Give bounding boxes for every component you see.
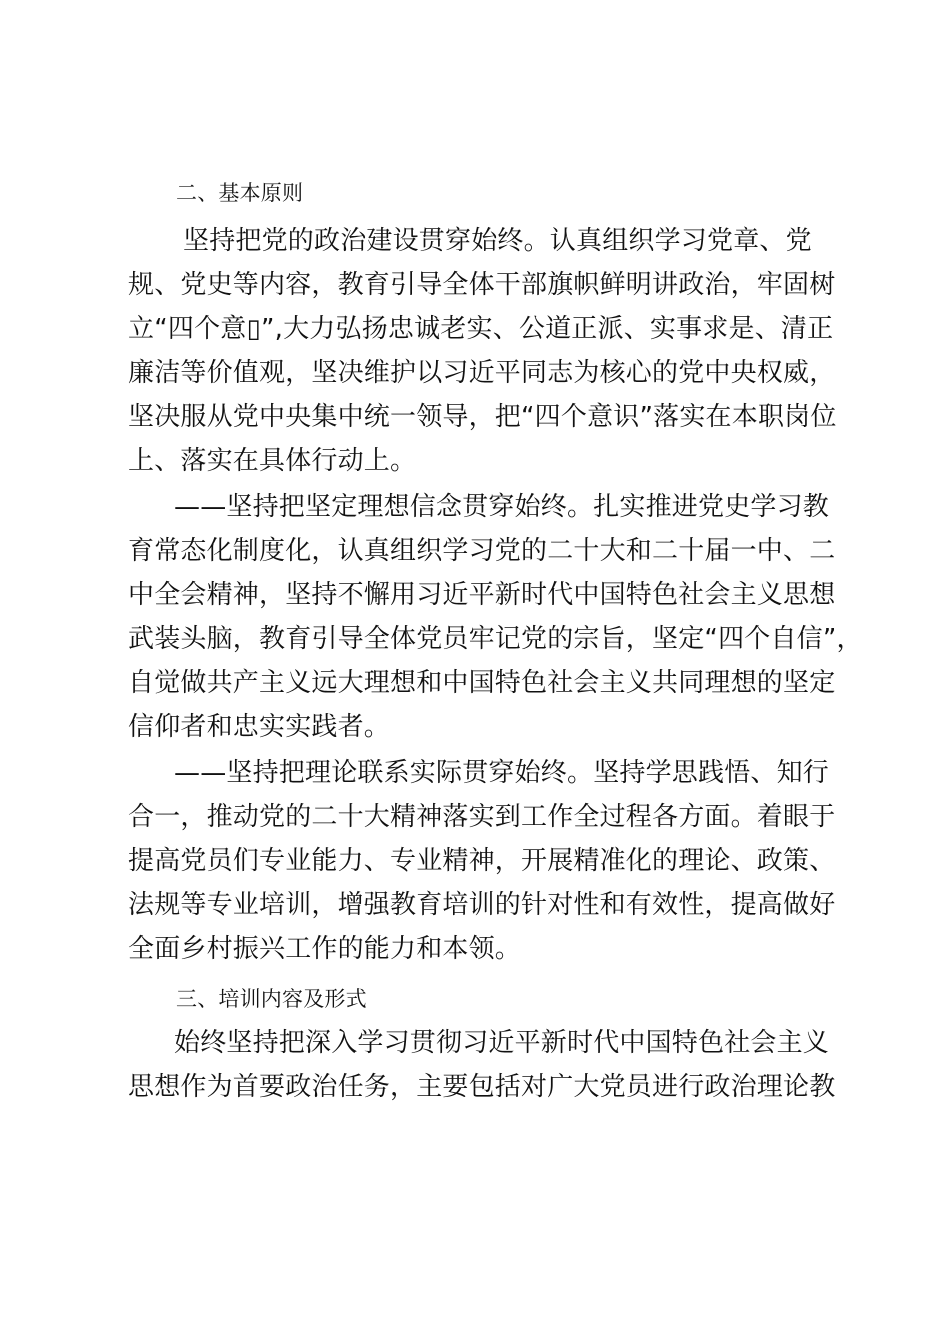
paragraph-line: 思想作为首要政治任务，主要包括对广大党员进行政治理论教	[128, 1072, 836, 1102]
paragraph-line: 武装头脑，教育引导全体党员牢记党的宗旨，坚定“四个自信”，	[128, 624, 863, 654]
paragraph-line: 上、落实在具体行动上。	[128, 446, 417, 476]
paragraph-line: 中全会精神，坚持不懈用习近平新时代中国特色社会主义思想	[128, 580, 836, 610]
paragraph-line: 全面乡村振兴工作的能力和本领。	[128, 934, 522, 964]
section-heading-basic-principles: 二、基本原则	[176, 181, 304, 205]
paragraph-line: 法规等专业培训，增强教育培训的针对性和有效性，提高做好	[128, 890, 836, 920]
section-heading-training-content: 三、培训内容及形式	[176, 987, 367, 1011]
paragraph-line: ——坚持把坚定理想信念贯穿始终。扎实推进党史学习教	[174, 492, 830, 522]
paragraph-line: 坚持把党的政治建设贯穿始终。认真组织学习党章、党	[183, 226, 812, 256]
paragraph-line: 育常态化制度化，认真组织学习党的二十大和二十届一中、二	[128, 536, 836, 566]
paragraph-line: 始终坚持把深入学习贯彻习近平新时代中国特色社会主义	[174, 1028, 830, 1058]
paragraph-line: ——坚持把理论联系实际贯穿始终。坚持学思践悟、知行	[174, 758, 830, 788]
paragraph-line: 立“四个意▯”,大力弘扬忠诚老实、公道正派、实事求是、清正	[128, 314, 834, 344]
paragraph-line: 廉洁等价值观，坚决维护以习近平同志为核心的党中央权威，	[128, 358, 836, 388]
paragraph-line: 坚决服从党中央集中统一领导，把“四个意识”落实在本职岗位	[128, 402, 837, 432]
paragraph-line: 信仰者和忠实实践者。	[128, 712, 391, 742]
paragraph-line: 合一，推动党的二十大精神落实到工作全过程各方面。着眼于	[128, 802, 836, 832]
paragraph-line: 自觉做共产主义远大理想和中国特色社会主义共同理想的坚定	[128, 668, 836, 698]
paragraph-line: 规、党史等内容，教育引导全体干部旗帜鲜明讲政治，牢固树	[128, 270, 836, 300]
paragraph-line: 提高党员们专业能力、专业精神，开展精准化的理论、政策、	[128, 846, 836, 876]
